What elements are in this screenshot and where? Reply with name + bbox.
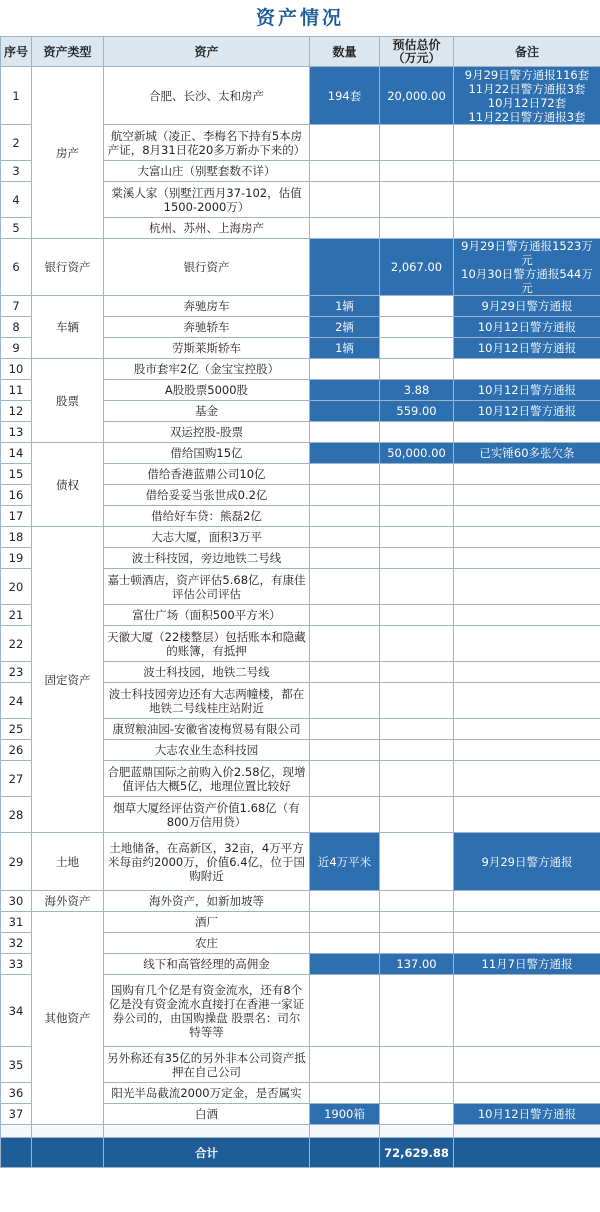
row-number: 14 [1, 443, 32, 464]
row-number: 23 [1, 662, 32, 683]
asset-note [454, 359, 600, 380]
asset-value: 2,067.00 [380, 239, 454, 296]
asset-name: 另外称还有35亿的另外非本公司资产抵押在自己公司 [104, 1047, 310, 1083]
asset-name: 双运控股-股票 [104, 422, 310, 443]
asset-table [0, 36, 600, 1168]
spacer-cell [104, 1125, 310, 1138]
asset-value [380, 626, 454, 662]
asset-note [454, 161, 600, 182]
asset-name: 借给妥妥当张世成0.2亿 [104, 485, 310, 506]
asset-note [454, 1083, 600, 1104]
asset-value [380, 719, 454, 740]
header-note: 备注 [454, 37, 600, 67]
asset-name: A股股票5000股 [104, 380, 310, 401]
asset-note [454, 527, 600, 548]
total-blank-1 [1, 1138, 32, 1168]
asset-value [380, 662, 454, 683]
asset-note [454, 719, 600, 740]
asset-note [454, 683, 600, 719]
asset-value [380, 296, 454, 317]
row-number: 2 [1, 125, 32, 161]
header-no: 序号 [1, 37, 32, 67]
row-number: 16 [1, 485, 32, 506]
asset-value [380, 464, 454, 485]
row-number: 30 [1, 891, 32, 912]
asset-quantity [310, 933, 380, 954]
spacer-cell [380, 1125, 454, 1138]
asset-quantity [310, 218, 380, 239]
asset-note [454, 761, 600, 797]
asset-note: 9月29日警方通报 [454, 296, 600, 317]
asset-value: 50,000.00 [380, 443, 454, 464]
header-qty: 数量 [310, 37, 380, 67]
asset-value [380, 605, 454, 626]
asset-name: 奔驰房车 [104, 296, 310, 317]
row-number: 17 [1, 506, 32, 527]
asset-note [454, 933, 600, 954]
row-number: 6 [1, 239, 32, 296]
asset-quantity [310, 443, 380, 464]
asset-name: 股市套牢2亿（金宝宝控股） [104, 359, 310, 380]
total-label: 合计 [104, 1138, 310, 1168]
asset-value [380, 1104, 454, 1125]
asset-name: 棠溪人家（别墅江西月37-102，估值1500-2000万） [104, 182, 310, 218]
asset-value [380, 569, 454, 605]
asset-note [454, 485, 600, 506]
asset-quantity [310, 797, 380, 833]
asset-quantity [310, 548, 380, 569]
asset-quantity [310, 239, 380, 296]
asset-value [380, 933, 454, 954]
row-number: 9 [1, 338, 32, 359]
asset-name: 基金 [104, 401, 310, 422]
row-number: 36 [1, 1083, 32, 1104]
asset-note: 10月12日警方通报 [454, 380, 600, 401]
header-row [1, 37, 600, 67]
asset-note [454, 662, 600, 683]
asset-note [454, 975, 600, 1047]
row-number: 21 [1, 605, 32, 626]
asset-value [380, 761, 454, 797]
asset-quantity [310, 605, 380, 626]
asset-type: 其他资产 [32, 912, 104, 1125]
header-value: 预估总价 （万元） [380, 37, 454, 67]
asset-quantity [310, 975, 380, 1047]
asset-name: 酒厂 [104, 912, 310, 933]
row-number: 15 [1, 464, 32, 485]
header-asset: 资产 [104, 37, 310, 67]
asset-name: 大富山庄（别墅套数不详） [104, 161, 310, 182]
asset-name: 富仕广场（面积500平方米） [104, 605, 310, 626]
row-number: 1 [1, 67, 32, 125]
table-row [1, 359, 600, 380]
asset-name: 波士科技园旁边还有大志两幢楼，都在地铁二号线桂庄站附近 [104, 683, 310, 719]
row-number: 32 [1, 933, 32, 954]
row-number: 8 [1, 317, 32, 338]
asset-value [380, 182, 454, 218]
asset-quantity: 2辆 [310, 317, 380, 338]
spacer-cell [310, 1125, 380, 1138]
row-number: 26 [1, 740, 32, 761]
asset-value [380, 975, 454, 1047]
row-number: 12 [1, 401, 32, 422]
spacer-row [1, 1125, 600, 1138]
asset-value: 3.88 [380, 380, 454, 401]
total-blank-2 [32, 1138, 104, 1168]
asset-type: 车辆 [32, 296, 104, 359]
table-row [1, 296, 600, 317]
asset-quantity [310, 912, 380, 933]
total-blank-4 [454, 1138, 600, 1168]
asset-quantity: 1辆 [310, 338, 380, 359]
asset-name: 嘉士顿酒店，资产评估5.68亿，有康佳评估公司评估 [104, 569, 310, 605]
table-row [1, 891, 600, 912]
asset-quantity [310, 182, 380, 218]
asset-note: 9月29日警方通报1523万元 10月30日警方通报544万元 [454, 239, 600, 296]
asset-note [454, 912, 600, 933]
header-type: 资产类型 [32, 37, 104, 67]
row-number: 34 [1, 975, 32, 1047]
asset-name: 天徽大厦（22楼整层）包括账本和隐藏的账簿，有抵押 [104, 626, 310, 662]
asset-value [380, 218, 454, 239]
asset-note: 10月12日警方通报 [454, 1104, 600, 1125]
row-number: 35 [1, 1047, 32, 1083]
asset-type: 海外资产 [32, 891, 104, 912]
asset-value [380, 506, 454, 527]
asset-quantity [310, 401, 380, 422]
total-value: 72,629.88 [380, 1138, 454, 1168]
asset-value [380, 359, 454, 380]
asset-note [454, 891, 600, 912]
asset-type: 股票 [32, 359, 104, 443]
spacer-cell [1, 1125, 32, 1138]
row-number: 4 [1, 182, 32, 218]
row-number: 3 [1, 161, 32, 182]
asset-name: 合肥蓝鼎国际之前购入价2.58亿，现增值评估大概5亿，地理位置比较好 [104, 761, 310, 797]
asset-name: 波士科技园，地铁二号线 [104, 662, 310, 683]
asset-quantity: 194套 [310, 67, 380, 125]
asset-type: 债权 [32, 443, 104, 527]
asset-note [454, 605, 600, 626]
asset-note: 10月12日警方通报 [454, 338, 600, 359]
asset-quantity [310, 161, 380, 182]
asset-type: 固定资产 [32, 527, 104, 833]
asset-quantity [310, 891, 380, 912]
row-number: 20 [1, 569, 32, 605]
row-number: 5 [1, 218, 32, 239]
asset-value [380, 1083, 454, 1104]
asset-name: 劳斯莱斯轿车 [104, 338, 310, 359]
asset-quantity [310, 422, 380, 443]
asset-value [380, 1047, 454, 1083]
table-row [1, 833, 600, 891]
asset-note [454, 422, 600, 443]
asset-note [454, 626, 600, 662]
asset-name: 海外资产，如新加坡等 [104, 891, 310, 912]
asset-quantity [310, 464, 380, 485]
asset-name: 土地储备，在高新区，32亩，4万平方米每亩约2000万，价值6.4亿，位于国购附近 [104, 833, 310, 891]
asset-name: 借给好车贷：熊磊2亿 [104, 506, 310, 527]
asset-name: 大志大厦，面积3万平 [104, 527, 310, 548]
asset-name: 阳光半岛截流2000万定金，是否属实 [104, 1083, 310, 1104]
asset-note [454, 125, 600, 161]
asset-quantity: 1辆 [310, 296, 380, 317]
asset-value [380, 338, 454, 359]
asset-quantity [310, 662, 380, 683]
row-number: 13 [1, 422, 32, 443]
asset-name: 农庄 [104, 933, 310, 954]
asset-value [380, 891, 454, 912]
asset-value [380, 317, 454, 338]
row-number: 10 [1, 359, 32, 380]
asset-name: 康贸粮油园-安徽省凌梅贸易有限公司 [104, 719, 310, 740]
spacer-cell [454, 1125, 600, 1138]
asset-value: 559.00 [380, 401, 454, 422]
page-title: 资产情况 [0, 0, 600, 36]
asset-quantity [310, 761, 380, 797]
asset-name: 大志农业生态科技园 [104, 740, 310, 761]
asset-name: 银行资产 [104, 239, 310, 296]
asset-value [380, 422, 454, 443]
asset-name: 奔驰轿车 [104, 317, 310, 338]
asset-value [380, 912, 454, 933]
asset-note [454, 740, 600, 761]
asset-quantity [310, 380, 380, 401]
asset-note: 9月29日警方通报116套 11月22日警方通报3套 10月12日72套 11月22日警方通报3套 [454, 67, 600, 125]
asset-quantity [310, 359, 380, 380]
asset-value: 20,000.00 [380, 67, 454, 125]
asset-name: 线下和高管经理的高佣金 [104, 954, 310, 975]
table-row [1, 239, 600, 296]
asset-quantity [310, 1047, 380, 1083]
asset-type: 银行资产 [32, 239, 104, 296]
asset-note [454, 548, 600, 569]
asset-quantity [310, 485, 380, 506]
asset-quantity [310, 569, 380, 605]
asset-name: 国购有几个亿是有资金流水，还有8个亿是没有资金流水直接打在香港一家证券公司的，由国购操盘 股票名：司尔特等等 [104, 975, 310, 1047]
row-number: 11 [1, 380, 32, 401]
asset-value: 137.00 [380, 954, 454, 975]
asset-name: 借给国购15亿 [104, 443, 310, 464]
asset-note [454, 218, 600, 239]
asset-note [454, 182, 600, 218]
asset-quantity [310, 626, 380, 662]
row-number: 33 [1, 954, 32, 975]
row-number: 22 [1, 626, 32, 662]
row-number: 18 [1, 527, 32, 548]
asset-quantity [310, 683, 380, 719]
row-number: 25 [1, 719, 32, 740]
asset-value [380, 527, 454, 548]
table-row [1, 443, 600, 464]
row-number: 27 [1, 761, 32, 797]
asset-note: 10月12日警方通报 [454, 317, 600, 338]
total-blank-3 [310, 1138, 380, 1168]
row-number: 31 [1, 912, 32, 933]
asset-value [380, 548, 454, 569]
asset-value [380, 833, 454, 891]
asset-quantity [310, 740, 380, 761]
asset-value [380, 485, 454, 506]
asset-note [454, 1047, 600, 1083]
asset-note [454, 569, 600, 605]
asset-value [380, 125, 454, 161]
asset-name: 烟草大厦经评估资产价值1.68亿（有800万信用贷） [104, 797, 310, 833]
asset-name: 白酒 [104, 1104, 310, 1125]
asset-note: 10月12日警方通报 [454, 401, 600, 422]
asset-name: 波士科技园，旁边地铁二号线 [104, 548, 310, 569]
asset-quantity [310, 506, 380, 527]
row-number: 24 [1, 683, 32, 719]
asset-quantity: 近4万平米 [310, 833, 380, 891]
row-number: 28 [1, 797, 32, 833]
asset-value [380, 797, 454, 833]
asset-quantity [310, 125, 380, 161]
asset-note: 11月7日警方通报 [454, 954, 600, 975]
table-row [1, 67, 600, 125]
asset-value [380, 740, 454, 761]
asset-value [380, 161, 454, 182]
asset-name: 航空新城（凌正、李梅名下持有5本房产证，8月31日花20多万新办下来的） [104, 125, 310, 161]
row-number: 29 [1, 833, 32, 891]
asset-note [454, 797, 600, 833]
asset-note [454, 464, 600, 485]
asset-name: 合肥、长沙、太和房产 [104, 67, 310, 125]
asset-name: 借给香港蓝鼎公司10亿 [104, 464, 310, 485]
asset-note: 已实锤60多张欠条 [454, 443, 600, 464]
asset-quantity [310, 1083, 380, 1104]
asset-quantity [310, 954, 380, 975]
row-number: 19 [1, 548, 32, 569]
table-row [1, 527, 600, 548]
total-row [1, 1138, 600, 1168]
asset-note [454, 506, 600, 527]
asset-type: 房产 [32, 67, 104, 239]
asset-quantity [310, 719, 380, 740]
spacer-cell [32, 1125, 104, 1138]
row-number: 37 [1, 1104, 32, 1125]
asset-name: 杭州、苏州、上海房产 [104, 218, 310, 239]
asset-note: 9月29日警方通报 [454, 833, 600, 891]
asset-value [380, 683, 454, 719]
row-number: 7 [1, 296, 32, 317]
asset-quantity: 1900箱 [310, 1104, 380, 1125]
asset-quantity [310, 527, 380, 548]
table-row [1, 912, 600, 933]
asset-type: 土地 [32, 833, 104, 891]
